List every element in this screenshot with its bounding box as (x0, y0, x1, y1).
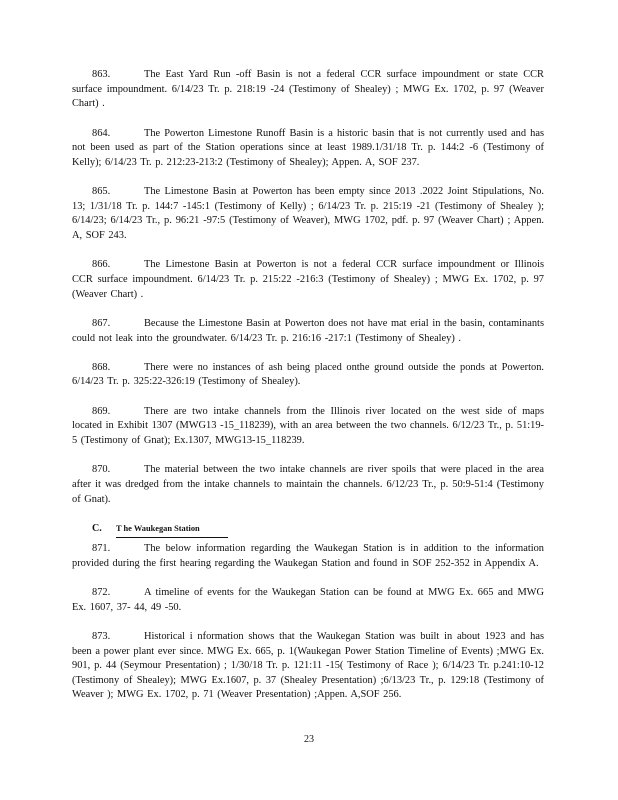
paragraph-text: The material between the two intake channels are river spoils that were placed in the area after it was dredged from the intake channels to maintain the channels. 6/12/23 Tr., p. 50:9-51:4 (Testimony of Gnat). (72, 464, 544, 505)
paragraph-number: 873. (92, 631, 111, 642)
paragraph-number: 872. (92, 587, 111, 599)
paragraph-number: 867. (92, 317, 111, 329)
paragraph-870 (72, 463, 544, 507)
paragraph-872 (72, 586, 544, 615)
paragraph-864 (72, 127, 544, 171)
page-number: 23 (304, 734, 314, 745)
paragraph-866 (72, 258, 544, 302)
paragraph-865 (72, 185, 544, 243)
paragraph-869 (72, 405, 544, 449)
paragraph-number: 865. (92, 186, 111, 198)
paragraph-text: The Limestone Basin at Powerton has been empty since 2013 .2022 Joint Stipulations, No. 13; 1/31/18 Tr. p. 144:7 -145:1 (Testimony of Kelly) ; 6/14/23 Tr. p. 215:19 -21 (Testimony of Shealey ); 6/14/23; 6/14/23 Tr., p. 96:21 -97:5 (Testimony of Weaver), MWG 1702, pdf. p. 97 (Weaver Chart) ; Appen. A, SOF 243. (72, 186, 544, 241)
paragraph-number: 871. (92, 543, 111, 555)
paragraph-text: There were no instances of ash being placed onthe ground outside the ponds at Powerton. 6/14/23 Tr. p. 325:22-326:19 (Testimony of Shealey). (72, 361, 544, 388)
paragraph-number: 863. (92, 69, 111, 80)
paragraph-text: There are two intake channels from the Illinois river located on the west side of maps located in Exhibit 1307 (MWG13 -15_118239), with an area between the two channels. 6/12/23 Tr., p. 51:19-5 (Testimony of Gnat); Ex.1307, MWG13-15_118239. (72, 405, 544, 447)
paragraph-number: 869. (92, 405, 111, 417)
paragraph-871 (72, 542, 544, 571)
paragraph-text: The Limestone Basin at Powerton is not a federal CCR surface impoundment or Illinois CCR surface impoundment. 6/14/23 Tr. p. 215:22 -216:3 (Testimony of Shealey) ; MWG Ex. 1702, p. 97 (Weaver Chart) . (72, 259, 544, 300)
paragraph-863 (72, 68, 544, 112)
paragraph-text: Historical i nformation shows that the Waukegan Station was built in about 1923 and has been a power plant ever since. MWG Ex. 665, p. 1(Waukegan Power Station Timeline of Events) ;MWG Ex. 901, p. 44 (Seymour Presentation) ; 1/30/18 Tr. p. 121:11 -15( Testimony of Race ); 6/14/23 Tr. p.241:10-12 (Testimony of Shealey); MWG Ex.1607, p. 37 (Shealey Presentation) ;6/13/23 Tr., p. 129:18 (Testimony of Weaver ); MWG Ex. 1702, p. 71 (Weaver Presentation) ;Appen. A,SOF 256. (72, 631, 544, 701)
paragraph-number: 866. (92, 259, 111, 271)
section-title: T he Waukegan Station (116, 522, 228, 538)
page-body (72, 68, 544, 718)
paragraph-873 (72, 630, 544, 703)
paragraph-text: The Powerton Limestone Runoff Basin is a historic basin that is not currently used and has not been used as part of the Station operations since at least 1989.1/31/18 Tr. p. 144:2 -6 (Testimony of Kelly); 6/14/23 Tr. p. 212:23-213:2 (Testimony of Shealey); Appen. A, SOF 237. (72, 127, 544, 168)
paragraph-text: The below information regarding the Waukegan Station is in addition to the information provided during the first hearing regarding the Waukegan Station and found in SOF 252-352 in Appendix A. (72, 543, 544, 569)
paragraph-number: 864. (92, 127, 111, 139)
paragraph-text: Because the Limestone Basin at Powerton does not have mat erial in the basin, contaminants could not leak into the groundwater. 6/14/23 Tr. p. 216:16 -217:1 (Testimony of Shealey) . (72, 317, 544, 344)
section-letter: C. (92, 523, 102, 535)
paragraph-number: 870. (92, 464, 111, 476)
paragraph-868 (72, 361, 544, 390)
paragraph-text: A timeline of events for the Waukegan Station can be found at MWG Ex. 665 and MWG Ex. 1607, 37- 44, 49 -50. (72, 587, 544, 613)
paragraph-867 (72, 317, 544, 346)
paragraph-number: 868. (92, 361, 111, 373)
paragraph-text: The East Yard Run -off Basin is not a federal CCR surface impoundment or state CCR surface impoundment. 6/14/23 Tr. p. 218:19 -24 (Testimony of Shealey) ; MWG Ex. 1702, p. 97 (Weaver Chart) . (72, 69, 544, 110)
section-heading (72, 522, 544, 538)
